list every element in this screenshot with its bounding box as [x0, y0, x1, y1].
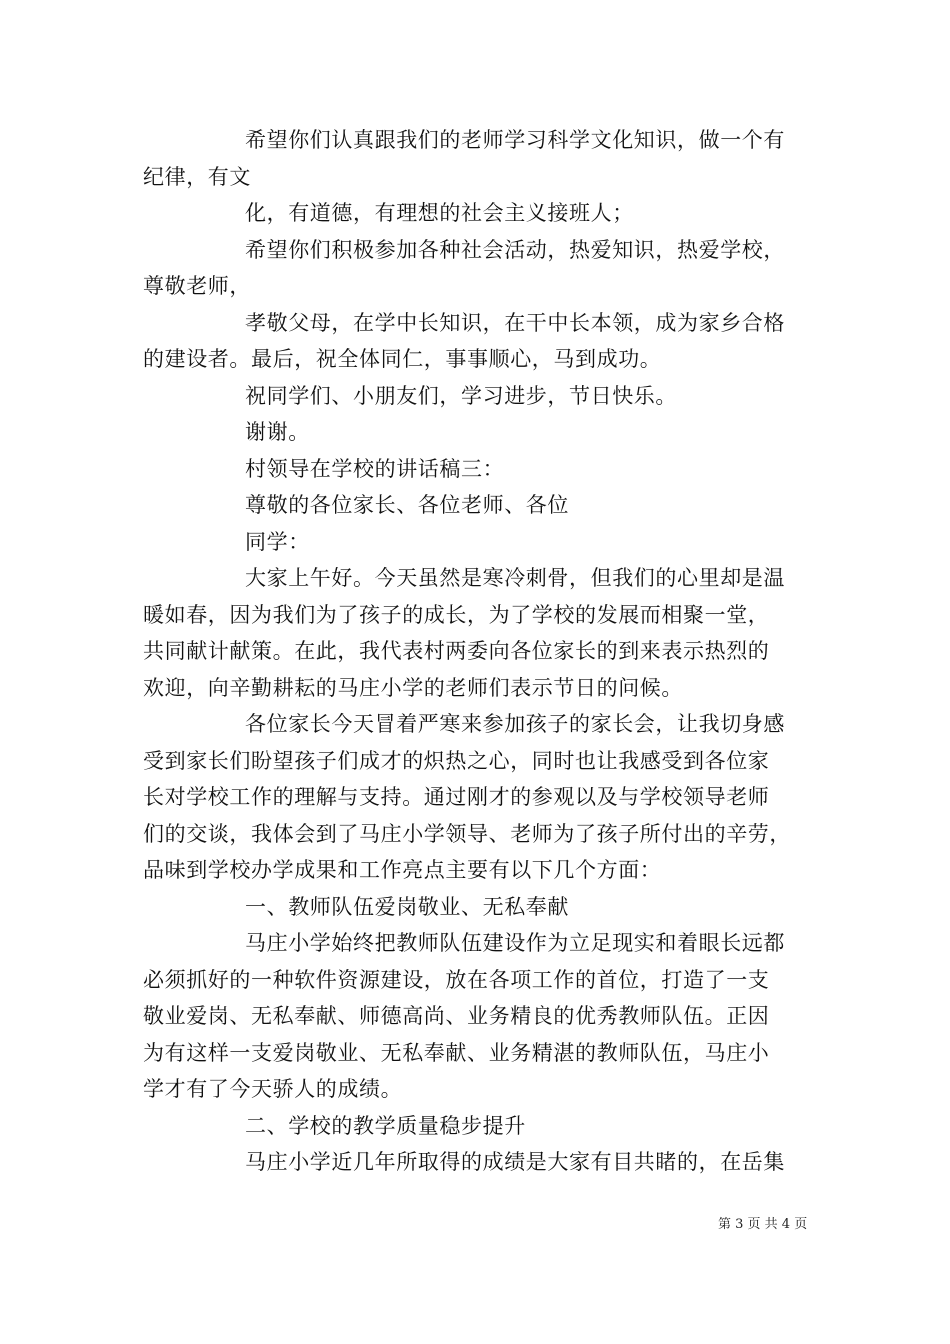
text-line: 纪律，有文	[143, 165, 251, 189]
text-line: 马庄小学近几年所取得的成绩是大家有目共睹的，在岳集	[245, 1150, 785, 1174]
text-line: 共同献计献策。在此，我代表村两委向各位家长的到来表示热烈的	[143, 639, 770, 663]
text-line: 必须抓好的一种软件资源建设，放在各项工作的首位，打造了一支	[143, 968, 770, 992]
text-line: 祝同学们、小朋友们，学习进步，节日快乐。	[245, 384, 677, 408]
text-line: 希望你们积极参加各种社会活动，热爱知识，热爱学校，	[245, 238, 785, 262]
text-line: 马庄小学始终把教师队伍建设作为立足现实和着眼长远都	[245, 931, 785, 955]
text-line: 的建设者。最后，祝全体同仁，事事顺心，马到成功。	[143, 347, 662, 371]
text-line: 暖如春，因为我们为了孩子的成长，为了学校的发展而相聚一堂，	[143, 603, 770, 627]
text-line: 尊敬老师，	[143, 274, 251, 298]
section-heading: 二、学校的教学质量稳步提升	[245, 1114, 526, 1138]
section-heading: 村领导在学校的讲话稿三：	[245, 457, 505, 481]
page-number-footer: 第 3 页 共 4 页	[718, 1217, 808, 1232]
salutation-line: 同学：	[245, 530, 310, 554]
text-line: 希望你们认真跟我们的老师学习科学文化知识，做一个有	[245, 128, 785, 152]
text-line: 长对学校工作的理解与支持。通过刚才的参观以及与学校领导老师	[143, 785, 770, 809]
text-line: 受到家长们盼望孩子们成才的炽热之心，同时也让我感受到各位家	[143, 749, 770, 773]
text-line: 们的交谈，我体会到了马庄小学领导、老师为了孩子所付出的辛劳，	[143, 822, 791, 846]
salutation-line: 尊敬的各位家长、各位老师、各位	[245, 493, 569, 517]
text-line: 品味到学校办学成果和工作亮点主要有以下几个方面：	[143, 858, 662, 882]
text-line: 谢谢。	[245, 420, 310, 444]
text-line: 欢迎，向辛勤耕耘的马庄小学的老师们表示节日的问候。	[143, 676, 683, 700]
text-line: 孝敬父母，在学中长知识，在干中长本领，成为家乡合格	[245, 311, 785, 335]
text-line: 各位家长今天冒着严寒来参加孩子的家长会，让我切身感	[245, 712, 785, 736]
text-line: 学才有了今天骄人的成绩。	[143, 1077, 403, 1101]
text-line: 敬业爱岗、无私奉献、师德高尚、业务精良的优秀教师队伍。正因	[143, 1004, 770, 1028]
section-heading: 一、教师队伍爱岗敬业、无私奉献	[245, 895, 569, 919]
text-line: 为有这样一支爱岗敬业、无私奉献、业务精湛的教师队伍，马庄小	[143, 1041, 770, 1065]
text-line: 大家上午好。今天虽然是寒冷刺骨，但我们的心里却是温	[245, 566, 785, 590]
text-line: 化，有道德，有理想的社会主义接班人；	[245, 201, 634, 225]
